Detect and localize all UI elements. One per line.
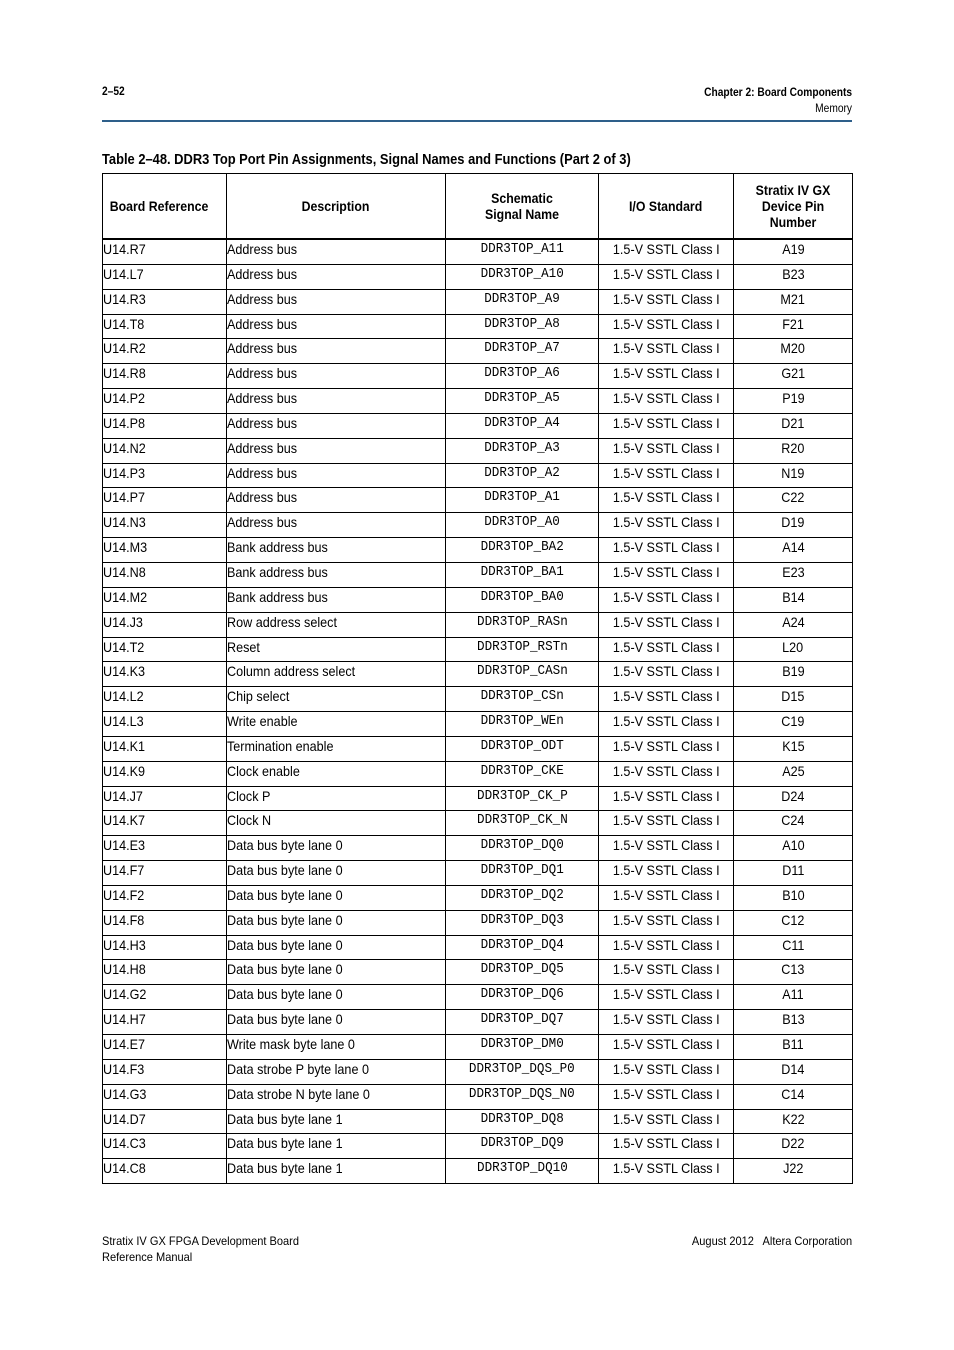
- description-cell: Clock P: [227, 786, 446, 811]
- signal-name-cell: DDR3TOP_CK_P: [446, 786, 599, 811]
- description-cell: Data bus byte lane 0: [227, 1010, 446, 1035]
- io-standard-cell: 1.5-V SSTL Class I: [599, 562, 734, 587]
- io-standard-cell: 1.5-V SSTL Class I: [599, 413, 734, 438]
- pin-number-cell: C14: [734, 1084, 853, 1109]
- io-standard-cell: 1.5-V SSTL Class I: [599, 1159, 734, 1184]
- board-reference-cell: U14.P7: [103, 488, 227, 513]
- table-row: [103, 712, 853, 737]
- signal-name-cell: DDR3TOP_DQ5: [446, 960, 599, 985]
- table-row: [103, 1134, 853, 1159]
- io-standard-cell: 1.5-V SSTL Class I: [599, 786, 734, 811]
- io-standard-cell: 1.5-V SSTL Class I: [599, 761, 734, 786]
- description-cell: Reset: [227, 637, 446, 662]
- pin-number-cell: E23: [734, 562, 853, 587]
- pin-number-cell: D11: [734, 861, 853, 886]
- table-row: [103, 1109, 853, 1134]
- board-reference-cell: U14.N3: [103, 513, 227, 538]
- io-standard-cell: 1.5-V SSTL Class I: [599, 239, 734, 264]
- board-reference-cell: U14.R8: [103, 364, 227, 389]
- description-cell: Address bus: [227, 413, 446, 438]
- pin-assignment-table: [102, 173, 853, 1184]
- pin-number-cell: G21: [734, 364, 853, 389]
- io-standard-cell: 1.5-V SSTL Class I: [599, 836, 734, 861]
- board-reference-cell: U14.T2: [103, 637, 227, 662]
- io-standard-cell: 1.5-V SSTL Class I: [599, 289, 734, 314]
- description-cell: Address bus: [227, 264, 446, 289]
- table-row: [103, 239, 853, 264]
- description-cell: Clock N: [227, 811, 446, 836]
- pin-number-cell: A19: [734, 239, 853, 264]
- signal-name-cell: DDR3TOP_BA0: [446, 587, 599, 612]
- description-cell: Data bus byte lane 0: [227, 960, 446, 985]
- pin-number-cell: F21: [734, 314, 853, 339]
- table-row: [103, 811, 853, 836]
- signal-name-cell: DDR3TOP_CKE: [446, 761, 599, 786]
- column-header: Schematic Signal Name: [446, 174, 599, 240]
- signal-name-cell: DDR3TOP_DQS_N0: [446, 1084, 599, 1109]
- io-standard-cell: 1.5-V SSTL Class I: [599, 1010, 734, 1035]
- io-standard-cell: 1.5-V SSTL Class I: [599, 637, 734, 662]
- header-rule: [102, 120, 852, 122]
- board-reference-cell: U14.G2: [103, 985, 227, 1010]
- description-cell: Address bus: [227, 314, 446, 339]
- board-reference-cell: U14.R7: [103, 239, 227, 264]
- signal-name-cell: DDR3TOP_CK_N: [446, 811, 599, 836]
- table-row: [103, 786, 853, 811]
- signal-name-cell: DDR3TOP_DQ1: [446, 861, 599, 886]
- signal-name-cell: DDR3TOP_RSTn: [446, 637, 599, 662]
- signal-name-cell: DDR3TOP_A8: [446, 314, 599, 339]
- io-standard-cell: 1.5-V SSTL Class I: [599, 1134, 734, 1159]
- io-standard-cell: 1.5-V SSTL Class I: [599, 463, 734, 488]
- board-reference-cell: U14.F8: [103, 910, 227, 935]
- table-row: [103, 1159, 853, 1184]
- board-reference-cell: U14.D7: [103, 1109, 227, 1134]
- board-reference-cell: U14.T8: [103, 314, 227, 339]
- board-reference-cell: U14.E3: [103, 836, 227, 861]
- column-header: Stratix IV GX Device Pin Number: [734, 174, 853, 240]
- pin-number-cell: B10: [734, 885, 853, 910]
- table-row: [103, 1059, 853, 1084]
- signal-name-cell: DDR3TOP_DQ8: [446, 1109, 599, 1134]
- signal-name-cell: DDR3TOP_A3: [446, 438, 599, 463]
- table-row: [103, 836, 853, 861]
- pin-number-cell: D21: [734, 413, 853, 438]
- board-reference-cell: U14.L3: [103, 712, 227, 737]
- footer-document: [102, 1233, 299, 1265]
- footer-doc-title: Stratix IV GX FPGA Development Board: [102, 1234, 299, 1248]
- description-cell: Data bus byte lane 0: [227, 885, 446, 910]
- board-reference-cell: U14.H7: [103, 1010, 227, 1035]
- io-standard-cell: 1.5-V SSTL Class I: [599, 712, 734, 737]
- signal-name-cell: DDR3TOP_A6: [446, 364, 599, 389]
- io-standard-cell: 1.5-V SSTL Class I: [599, 687, 734, 712]
- table-row: [103, 960, 853, 985]
- signal-name-cell: DDR3TOP_A11: [446, 239, 599, 264]
- io-standard-cell: 1.5-V SSTL Class I: [599, 339, 734, 364]
- io-standard-cell: 1.5-V SSTL Class I: [599, 1084, 734, 1109]
- board-reference-cell: U14.K1: [103, 736, 227, 761]
- board-reference-cell: U14.R3: [103, 289, 227, 314]
- board-reference-cell: U14.F7: [103, 861, 227, 886]
- board-reference-cell: U14.K3: [103, 662, 227, 687]
- signal-name-cell: DDR3TOP_A7: [446, 339, 599, 364]
- board-reference-cell: U14.C8: [103, 1159, 227, 1184]
- description-cell: Data bus byte lane 1: [227, 1109, 446, 1134]
- io-standard-cell: 1.5-V SSTL Class I: [599, 960, 734, 985]
- board-reference-cell: U14.H8: [103, 960, 227, 985]
- description-cell: Data strobe P byte lane 0: [227, 1059, 446, 1084]
- io-standard-cell: 1.5-V SSTL Class I: [599, 364, 734, 389]
- pin-number-cell: A11: [734, 985, 853, 1010]
- table-caption: Table 2–48. DDR3 Top Port Pin Assignments, Signal Names and Functions (Part 2 of 3): [102, 151, 631, 168]
- table-row: [103, 587, 853, 612]
- signal-name-cell: DDR3TOP_DQS_P0: [446, 1059, 599, 1084]
- column-header: Description: [227, 174, 446, 240]
- io-standard-cell: 1.5-V SSTL Class I: [599, 662, 734, 687]
- description-cell: Address bus: [227, 389, 446, 414]
- description-cell: Data bus byte lane 0: [227, 910, 446, 935]
- signal-name-cell: DDR3TOP_CSn: [446, 687, 599, 712]
- section-title: Memory: [815, 101, 852, 115]
- io-standard-cell: 1.5-V SSTL Class I: [599, 612, 734, 637]
- signal-name-cell: DDR3TOP_ODT: [446, 736, 599, 761]
- io-standard-cell: 1.5-V SSTL Class I: [599, 811, 734, 836]
- description-cell: Address bus: [227, 463, 446, 488]
- signal-name-cell: DDR3TOP_A1: [446, 488, 599, 513]
- table-row: [103, 1084, 853, 1109]
- description-cell: Address bus: [227, 488, 446, 513]
- description-cell: Clock enable: [227, 761, 446, 786]
- pin-number-cell: C13: [734, 960, 853, 985]
- table-row: [103, 538, 853, 563]
- board-reference-cell: U14.H3: [103, 935, 227, 960]
- pin-number-cell: A24: [734, 612, 853, 637]
- table-row: [103, 562, 853, 587]
- table-row: [103, 413, 853, 438]
- signal-name-cell: DDR3TOP_A4: [446, 413, 599, 438]
- table-row: [103, 264, 853, 289]
- board-reference-cell: U14.N2: [103, 438, 227, 463]
- table-row: [103, 1010, 853, 1035]
- table-header-row: [103, 174, 853, 240]
- signal-name-cell: DDR3TOP_A10: [446, 264, 599, 289]
- pin-number-cell: D22: [734, 1134, 853, 1159]
- signal-name-cell: DDR3TOP_DQ3: [446, 910, 599, 935]
- pin-number-cell: K22: [734, 1109, 853, 1134]
- table-row: [103, 1035, 853, 1060]
- description-cell: Data bus byte lane 0: [227, 985, 446, 1010]
- signal-name-cell: DDR3TOP_A2: [446, 463, 599, 488]
- description-cell: Row address select: [227, 612, 446, 637]
- running-header: [704, 84, 852, 116]
- pin-number-cell: A25: [734, 761, 853, 786]
- pin-number-cell: L20: [734, 637, 853, 662]
- board-reference-cell: U14.P2: [103, 389, 227, 414]
- pin-number-cell: A14: [734, 538, 853, 563]
- board-reference-cell: U14.F3: [103, 1059, 227, 1084]
- description-cell: Chip select: [227, 687, 446, 712]
- pin-number-cell: B14: [734, 587, 853, 612]
- io-standard-cell: 1.5-V SSTL Class I: [599, 861, 734, 886]
- description-cell: Data bus byte lane 0: [227, 935, 446, 960]
- signal-name-cell: DDR3TOP_DQ9: [446, 1134, 599, 1159]
- io-standard-cell: 1.5-V SSTL Class I: [599, 935, 734, 960]
- description-cell: Column address select: [227, 662, 446, 687]
- io-standard-cell: 1.5-V SSTL Class I: [599, 264, 734, 289]
- board-reference-cell: U14.N8: [103, 562, 227, 587]
- pin-number-cell: C19: [734, 712, 853, 737]
- io-standard-cell: 1.5-V SSTL Class I: [599, 1059, 734, 1084]
- board-reference-cell: U14.M3: [103, 538, 227, 563]
- io-standard-cell: 1.5-V SSTL Class I: [599, 438, 734, 463]
- pin-number-cell: B19: [734, 662, 853, 687]
- pin-number-cell: C11: [734, 935, 853, 960]
- pin-number-cell: D15: [734, 687, 853, 712]
- description-cell: Data bus byte lane 1: [227, 1159, 446, 1184]
- table-row: [103, 935, 853, 960]
- pin-number-cell: M20: [734, 339, 853, 364]
- table-row: [103, 339, 853, 364]
- board-reference-cell: U14.P3: [103, 463, 227, 488]
- description-cell: Termination enable: [227, 736, 446, 761]
- table-row: [103, 985, 853, 1010]
- board-reference-cell: U14.G3: [103, 1084, 227, 1109]
- signal-name-cell: DDR3TOP_RASn: [446, 612, 599, 637]
- table-row: [103, 612, 853, 637]
- table-row: [103, 861, 853, 886]
- signal-name-cell: DDR3TOP_A5: [446, 389, 599, 414]
- table-row: [103, 662, 853, 687]
- board-reference-cell: U14.M2: [103, 587, 227, 612]
- signal-name-cell: DDR3TOP_DQ4: [446, 935, 599, 960]
- io-standard-cell: 1.5-V SSTL Class I: [599, 314, 734, 339]
- io-standard-cell: 1.5-V SSTL Class I: [599, 885, 734, 910]
- signal-name-cell: DDR3TOP_CASn: [446, 662, 599, 687]
- description-cell: Bank address bus: [227, 562, 446, 587]
- signal-name-cell: DDR3TOP_DM0: [446, 1035, 599, 1060]
- board-reference-cell: U14.P8: [103, 413, 227, 438]
- description-cell: Address bus: [227, 339, 446, 364]
- description-cell: Write mask byte lane 0: [227, 1035, 446, 1060]
- signal-name-cell: DDR3TOP_A0: [446, 513, 599, 538]
- signal-name-cell: DDR3TOP_A9: [446, 289, 599, 314]
- io-standard-cell: 1.5-V SSTL Class I: [599, 389, 734, 414]
- io-standard-cell: 1.5-V SSTL Class I: [599, 1035, 734, 1060]
- description-cell: Address bus: [227, 513, 446, 538]
- chapter-title: Chapter 2: Board Components: [704, 85, 852, 99]
- signal-name-cell: DDR3TOP_DQ7: [446, 1010, 599, 1035]
- io-standard-cell: 1.5-V SSTL Class I: [599, 1109, 734, 1134]
- signal-name-cell: DDR3TOP_DQ2: [446, 885, 599, 910]
- pin-number-cell: N19: [734, 463, 853, 488]
- table-row: [103, 389, 853, 414]
- pin-number-cell: R20: [734, 438, 853, 463]
- board-reference-cell: U14.J7: [103, 786, 227, 811]
- description-cell: Data strobe N byte lane 0: [227, 1084, 446, 1109]
- table-row: [103, 513, 853, 538]
- io-standard-cell: 1.5-V SSTL Class I: [599, 488, 734, 513]
- signal-name-cell: DDR3TOP_DQ6: [446, 985, 599, 1010]
- pin-number-cell: P19: [734, 389, 853, 414]
- table-row: [103, 289, 853, 314]
- pin-number-cell: B13: [734, 1010, 853, 1035]
- io-standard-cell: 1.5-V SSTL Class I: [599, 985, 734, 1010]
- board-reference-cell: U14.C3: [103, 1134, 227, 1159]
- description-cell: Bank address bus: [227, 538, 446, 563]
- board-reference-cell: U14.J3: [103, 612, 227, 637]
- table-row: [103, 637, 853, 662]
- signal-name-cell: DDR3TOP_WEn: [446, 712, 599, 737]
- table-row: [103, 314, 853, 339]
- table-row: [103, 736, 853, 761]
- board-reference-cell: U14.R2: [103, 339, 227, 364]
- board-reference-cell: U14.E7: [103, 1035, 227, 1060]
- table-row: [103, 488, 853, 513]
- board-reference-cell: U14.K7: [103, 811, 227, 836]
- pin-number-cell: C12: [734, 910, 853, 935]
- io-standard-cell: 1.5-V SSTL Class I: [599, 538, 734, 563]
- pin-number-cell: D19: [734, 513, 853, 538]
- pin-number-cell: J22: [734, 1159, 853, 1184]
- description-cell: Address bus: [227, 239, 446, 264]
- table-row: [103, 463, 853, 488]
- footer-date-company: August 2012 Altera Corporation: [691, 1234, 852, 1248]
- description-cell: Address bus: [227, 438, 446, 463]
- table-row: [103, 885, 853, 910]
- column-header: Board Reference: [103, 174, 227, 240]
- pin-number-cell: B23: [734, 264, 853, 289]
- io-standard-cell: 1.5-V SSTL Class I: [599, 910, 734, 935]
- pin-number-cell: D14: [734, 1059, 853, 1084]
- pin-number-cell: M21: [734, 289, 853, 314]
- signal-name-cell: DDR3TOP_DQ10: [446, 1159, 599, 1184]
- board-reference-cell: U14.L2: [103, 687, 227, 712]
- description-cell: Address bus: [227, 289, 446, 314]
- table-row: [103, 687, 853, 712]
- column-header: I/O Standard: [599, 174, 734, 240]
- pin-number-cell: D24: [734, 786, 853, 811]
- pin-number-cell: C22: [734, 488, 853, 513]
- signal-name-cell: DDR3TOP_DQ0: [446, 836, 599, 861]
- io-standard-cell: 1.5-V SSTL Class I: [599, 736, 734, 761]
- pin-number-cell: B11: [734, 1035, 853, 1060]
- io-standard-cell: 1.5-V SSTL Class I: [599, 513, 734, 538]
- board-reference-cell: U14.K9: [103, 761, 227, 786]
- signal-name-cell: DDR3TOP_BA1: [446, 562, 599, 587]
- pin-number-cell: K15: [734, 736, 853, 761]
- table-body: [103, 239, 853, 1184]
- table-row: [103, 761, 853, 786]
- description-cell: Data bus byte lane 0: [227, 836, 446, 861]
- board-reference-cell: U14.F2: [103, 885, 227, 910]
- pin-number-cell: A10: [734, 836, 853, 861]
- io-standard-cell: 1.5-V SSTL Class I: [599, 587, 734, 612]
- pin-number-cell: C24: [734, 811, 853, 836]
- signal-name-cell: DDR3TOP_BA2: [446, 538, 599, 563]
- page-number: 2–52: [102, 84, 125, 98]
- board-reference-cell: U14.L7: [103, 264, 227, 289]
- description-cell: Data bus byte lane 0: [227, 861, 446, 886]
- description-cell: Bank address bus: [227, 587, 446, 612]
- description-cell: Address bus: [227, 364, 446, 389]
- description-cell: Write enable: [227, 712, 446, 737]
- table-row: [103, 910, 853, 935]
- description-cell: Data bus byte lane 1: [227, 1134, 446, 1159]
- table-row: [103, 438, 853, 463]
- footer-doc-subtitle: Reference Manual: [102, 1250, 193, 1264]
- table-row: [103, 364, 853, 389]
